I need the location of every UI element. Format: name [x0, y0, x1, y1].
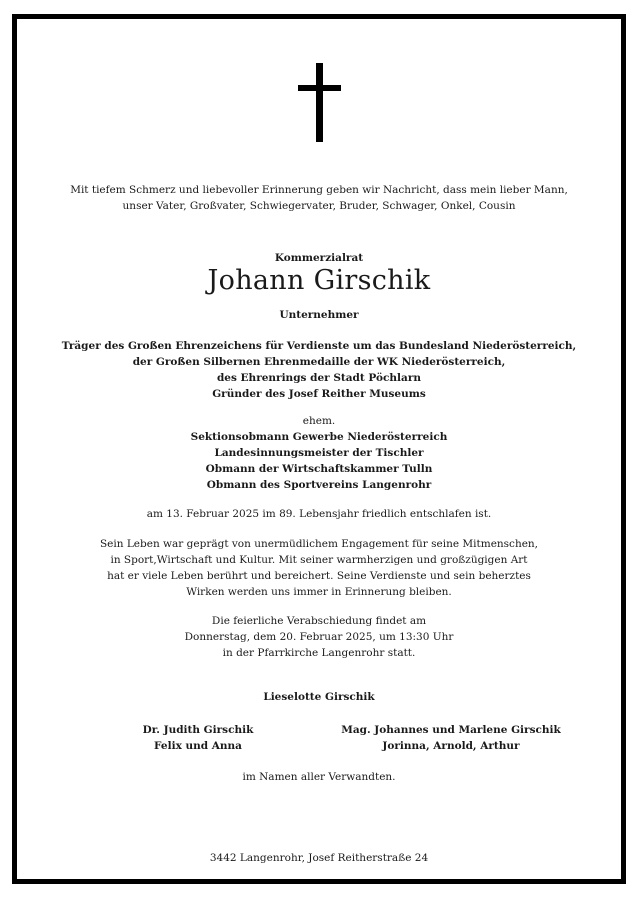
family-member-line: Mag. Johannes und Marlene Girschik [341, 724, 561, 736]
title-prefix: Kommerzialrat [274, 252, 364, 264]
obituary-frame [12, 14, 626, 884]
family-member-line: Felix und Anna [154, 740, 242, 752]
intro-line: Mit tiefem Schmerz und liebevoller Erinnerung geben wir Nachricht, dass mein lieber Mann, [70, 184, 568, 196]
tribute-line: hat er viele Leben berührt und bereichert. Seine Verdienste und sein beherztes [107, 570, 531, 582]
family-left [118, 722, 278, 754]
honor-line: der Großen Silbernen Ehrenmedaille der WK Niederösterreich, [132, 356, 506, 368]
former-role-line: Sektionsobmann Gewerbe Niederösterreich [190, 431, 448, 443]
honors-list [17, 338, 621, 402]
widow-name: Lieselotte Girschik [263, 691, 375, 703]
honor-line: Gründer des Josef Reither Museums [212, 388, 426, 400]
family-member-line: Dr. Judith Girschik [142, 724, 254, 736]
honor-line: Träger des Großen Ehrenzeichens für Verdienste um das Bundesland Niederösterreich, [61, 340, 577, 352]
family-right [336, 722, 566, 754]
former-role-line: Landesinnungsmeister der Tischler [214, 447, 424, 459]
farewell-text [17, 613, 621, 661]
farewell-line: Die feierliche Verabschiedung findet am [211, 615, 427, 627]
farewell-line: in der Pfarrkirche Langenrohr statt. [222, 647, 416, 659]
intro-text [17, 182, 621, 214]
profession: Unternehmer [279, 309, 359, 321]
intro-line: unser Vater, Großvater, Schwiegervater, Bruder, Schwager, Onkel, Cousin [122, 200, 516, 212]
honor-line: des Ehrenrings der Stadt Pöchlarn [216, 372, 422, 384]
address: 3442 Langenrohr, Josef Reitherstraße 24 [209, 852, 429, 864]
tribute-text [17, 536, 621, 600]
death-notice: am 13. Februar 2025 im 89. Lebensjahr friedlich entschlafen ist. [146, 508, 492, 520]
tribute-line: Wirken werden uns immer in Erinnerung bleiben. [186, 586, 452, 598]
tribute-line: Sein Leben war geprägt von unermüdlichem Engagement für seine Mitmenschen, [99, 538, 539, 550]
family-member-line: Jorinna, Arnold, Arthur [382, 740, 520, 752]
farewell-line: Donnerstag, dem 20. Februar 2025, um 13:30 Uhr [184, 631, 454, 643]
former-roles-list [17, 429, 621, 493]
latin-cross-icon [17, 19, 621, 159]
deceased-name: Johann Girschik [207, 265, 431, 296]
closing-text: im Namen aller Verwandten. [242, 771, 396, 783]
former-role-line: Obmann des Sportvereins Langenrohr [206, 479, 432, 491]
tribute-line: in Sport,Wirtschaft und Kultur. Mit seiner warmherzigen und großzügigen Art [110, 554, 528, 566]
former-role-line: Obmann der Wirtschaftskammer Tulln [205, 463, 433, 475]
former-label: ehem. [302, 415, 336, 427]
